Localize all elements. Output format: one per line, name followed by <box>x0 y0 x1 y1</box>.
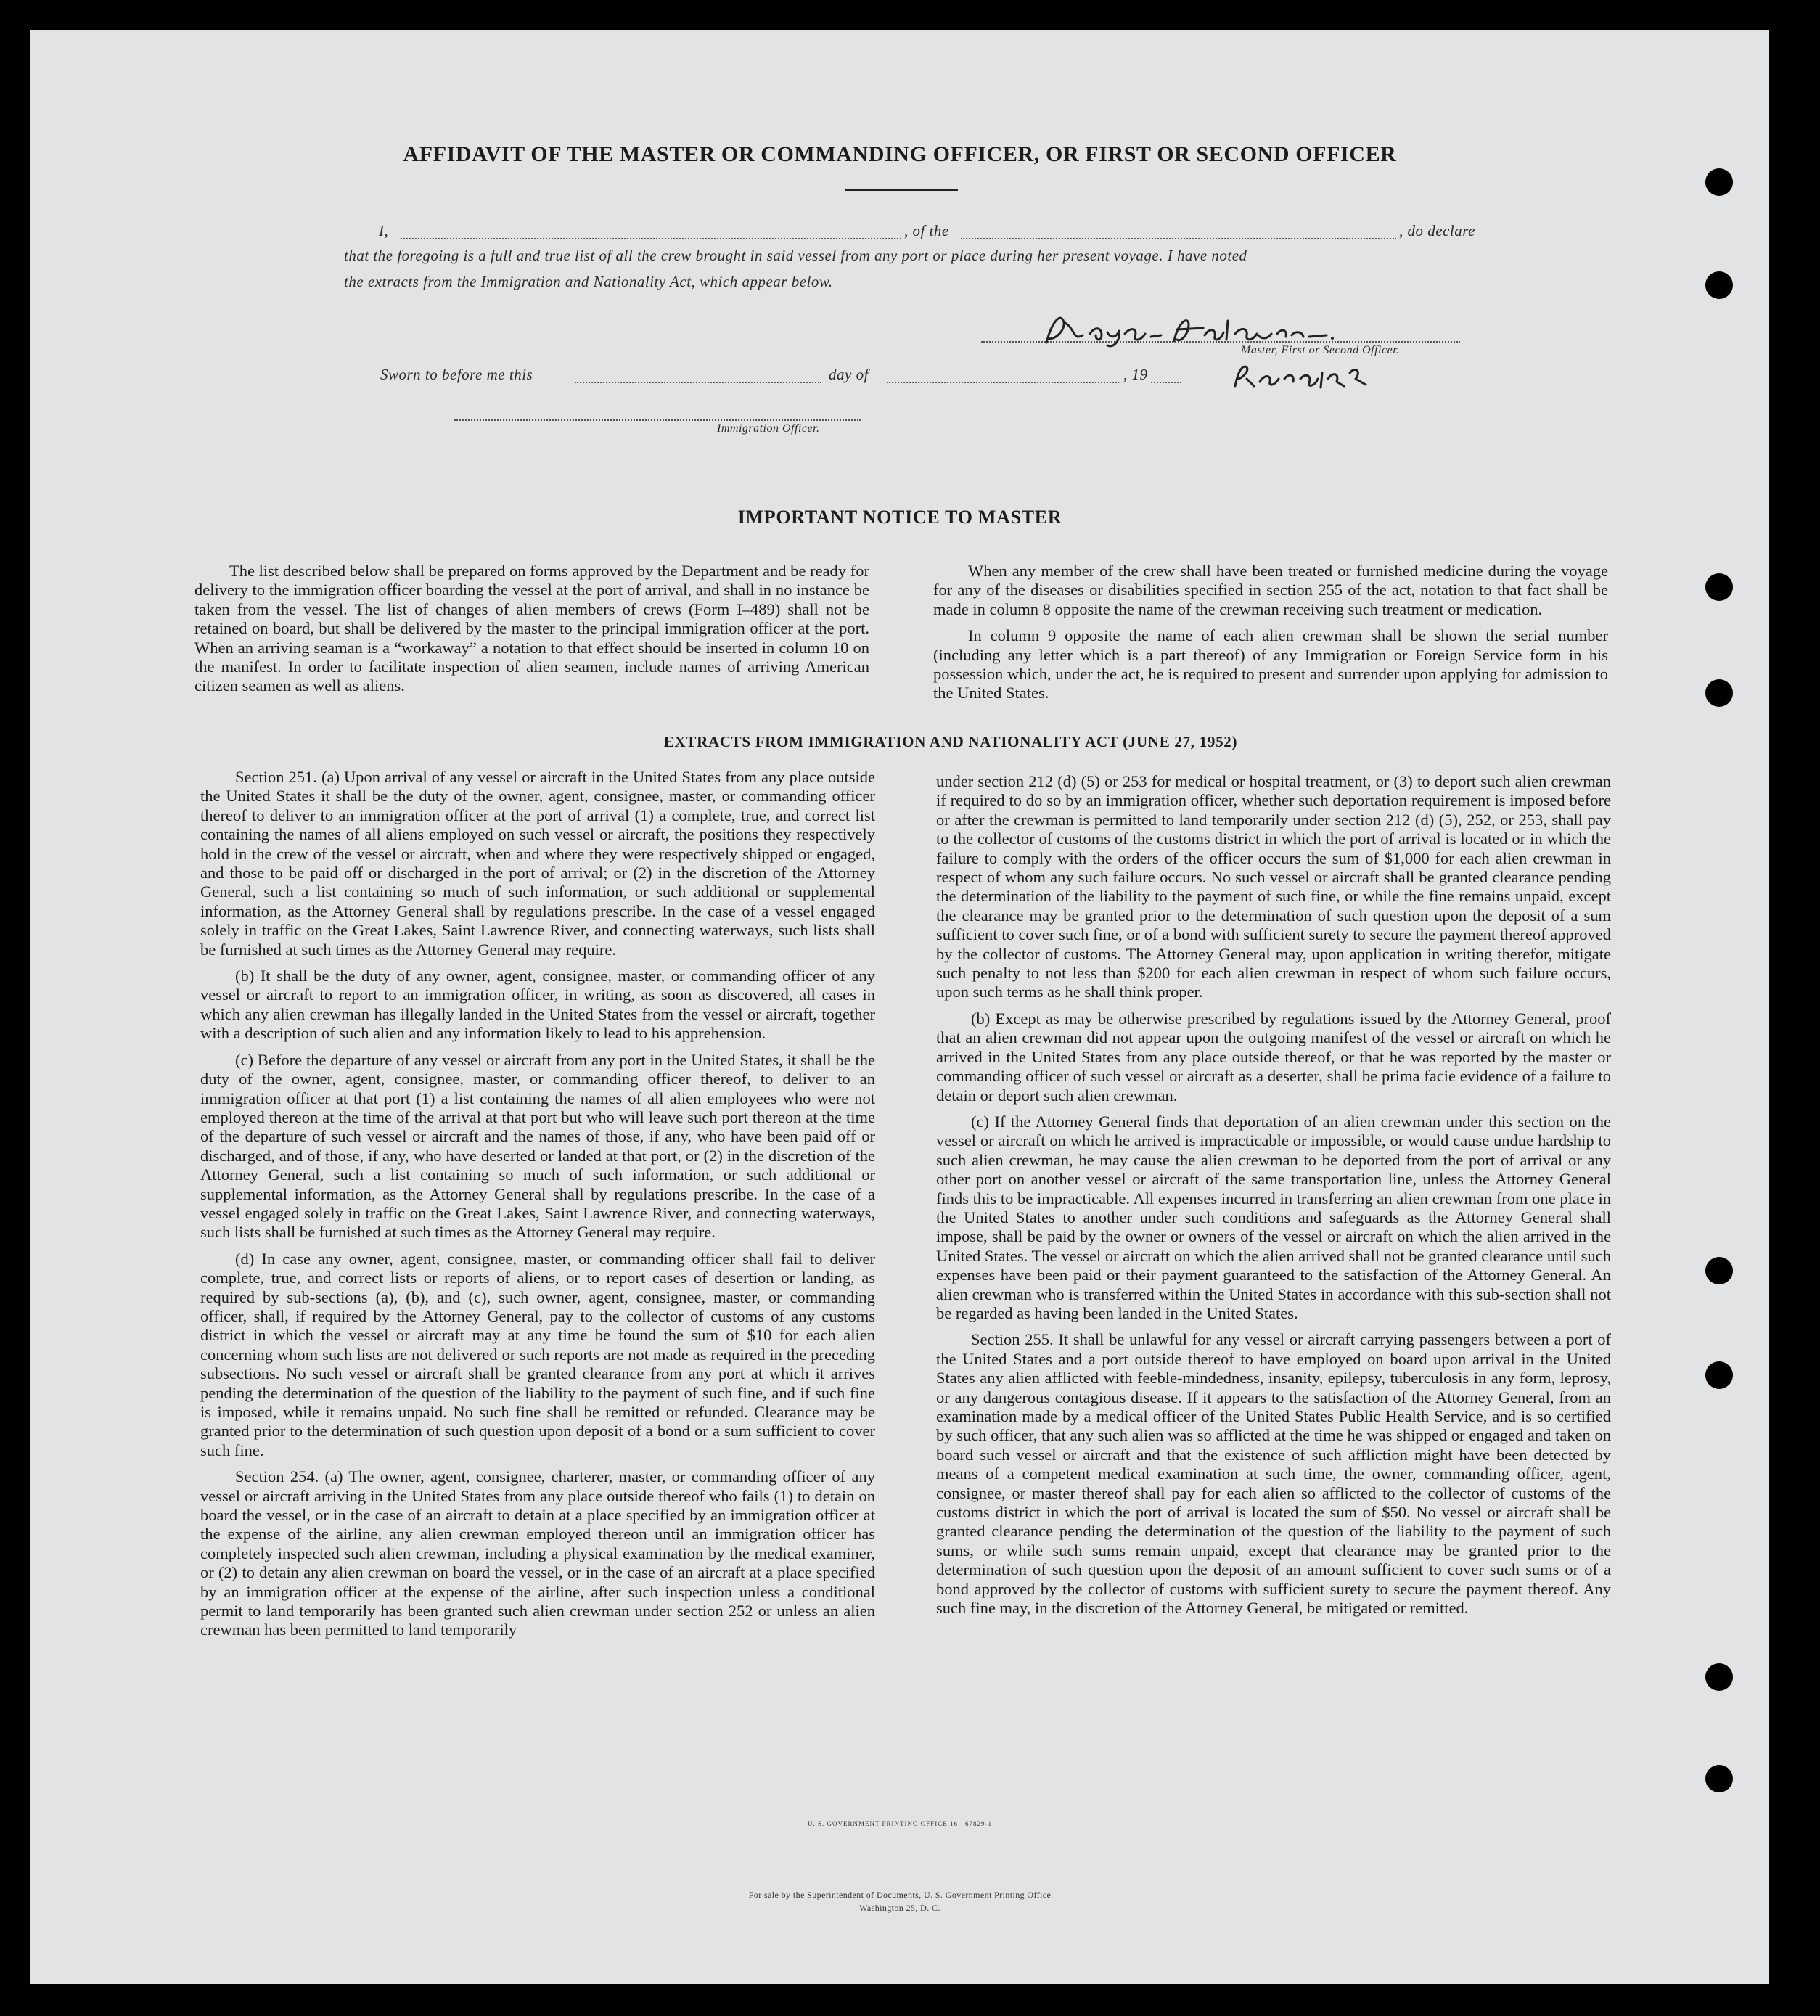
section-254-b: (b) Except as may be otherwise prescribed by regulations issued by the Attorney General, proof that an alien crewman did not appear upon the outgoing manifest of the vessel or aircraft on which he arrived in the United States from any place outside thereof, or that he was reported by the master or commanding officer of such vessel or aircraft as a deserter, shall be prima facie evidence of a failure to detain or deport such alien crewman. <box>936 1009 1611 1105</box>
vessel-name-field[interactable] <box>961 238 1396 239</box>
notice-right-column <box>933 562 1608 710</box>
sworn-month-field[interactable] <box>887 382 1119 383</box>
section-251-a: Section 251. (a) Upon arrival of any vessel or aircraft in the United States from any place outside the United States it shall be the duty of the owner, agent, consignee, master, or commanding officer thereof to deliver to an immigration officer at the port of arrival (1) a complete, true, and correct list containing the names of all aliens employed on such vessel or aircraft, the positions they respectively hold in the crew of the vessel or aircraft, when and where they were respectively shipped or engaged, and those to be paid off or discharged in the port of arrival; or (2) in the discretion of the Attorney General, such a list containing so much of such information, or such additional or supplemental information, as the Attorney General shall by regulations prescribe. In the case of a vessel engaged solely in traffic on the Great Lakes, Saint Lawrence River, and connecting waterways, such lists shall be furnished at such times as the Attorney General may require. <box>200 768 875 959</box>
punch-hole-icon <box>1705 1361 1733 1389</box>
section-254-a: Section 254. (a) The owner, agent, consignee, charterer, master, or commanding officer of any vessel or aircraft arriving in the United States from any place outside thereof who fails (1) to detain on board the vessel, or in the case of an aircraft to detain at a place specified by an immigration officer at the expense of the airline, any alien crewman employed thereon until an immigration officer has completely inspected such alien crewman, including a physical examination by the medical examiner, or (2) to detain any alien crewman on board the vessel, or in the case of an aircraft at a place specified by an immigration officer at the expense of the airline, after such inspection unless a conditional permit to land temporarily has been granted such alien crewman under section 252 or unless an alien crewman has been permitted to land temporarily <box>200 1467 875 1639</box>
notice-left-column <box>194 562 869 703</box>
handwritten-signature-icon <box>1032 306 1366 350</box>
punch-hole-icon <box>1705 168 1733 196</box>
immigration-officer-signature-line[interactable] <box>454 419 861 421</box>
section-251-d: (d) In case any owner, agent, consignee, master, or commanding officer shall fail to deliver complete, true, and correct lists or reports of aliens, or to report cases of desertion or landing, as required by sub-sections (a), (b), and (c), such owner, agent, consignee, master, or commanding officer, shall, if required by the Attorney General, pay to the collector of customs of any customs district in which the vessel or aircraft may at any time be found the sum of $10 for each alien concerning whom such lists are not delivered or such reports are not made as required in the preceding subsections. No such vessel or aircraft shall be granted clearance from any port at which it arrives pending the determination of the question of the liability to the payment of such fine, and if such fine is imposed, while it remains unpaid. No such fine shall be remitted or refunded. Clearance may be granted prior to the determination of such question upon deposit of a bond or a sum sufficient to cover such fine. <box>200 1249 875 1459</box>
footer-line-1: For sale by the Superintendent of Documents, U. S. Government Printing Office <box>748 1890 1052 1900</box>
document-page <box>30 30 1769 1984</box>
punch-hole-icon <box>1705 679 1733 707</box>
declaration-line-3: the extracts from the Immigration and Nationality Act, which appear below. <box>344 273 833 290</box>
declaration-line-2: that the foregoing is a full and true list of all the crew brought in said vessel from any port or place during her present voyage. I have noted <box>344 247 1247 264</box>
section-251-c: (c) Before the departure of any vessel or aircraft from any port in the United States, it shall be the duty of the owner, agent, consignee, master, or commanding officer thereof, to deliver to an immigration officer at that port (1) a list containing the names of all alien employees who were not employed thereon at the time of the arrival at that port but who will leave such port thereon at the time of the departure of such vessel or aircraft and the names of those, if any, who have been paid off or discharged, and of those, if any, who have deserted or landed at that port, or (2) in the discretion of the Attorney General, such a list containing so much of such information, or such additional or supplemental information, as the Attorney General shall by regulations prescribe. In the case of a vessel engaged solely in traffic on the Great Lakes, Saint Lawrence River, and connecting waterways, such lists shall be furnished at such times as the Attorney General may require. <box>200 1050 875 1242</box>
section-254-a-continued: under section 212 (d) (5) or 253 for medical or hospital treatment, or (3) to deport such alien crewman if required to do so by an immigration officer, whether such deportation requirement is imposed before or after the crewman is permitted to land temporarily under section 212 (d) (5), 252, or 253, shall pay to the collector of customs of the customs district in which the port of arrival is located or in which the failure to comply with the orders of the officer occurs the sum of $1,000 for each alien crewman in respect of whom any such failure occurs. No such vessel or aircraft shall be granted clearance pending the determination of the liability to the payment of such fine, or while the fine remains unpaid, except the clearance may be granted prior to the determination of such question upon the deposit of a sum sufficient to cover such fine, or of a bond with sufficient surety to secure the payment thereof approved by the collector of customs. The Attorney General may, upon application in writing therefor, mitigate such penalty to not less than $200 for each alien crewman in respect of whom such failure occurs, upon such terms as he shall think proper. <box>936 772 1611 1001</box>
extracts-right-column <box>936 772 1611 1625</box>
punch-hole-icon <box>1705 1257 1733 1284</box>
sworn-year-field[interactable] <box>1151 382 1181 383</box>
declare-start-label: I, <box>379 222 389 239</box>
punch-hole-icon <box>1705 1663 1733 1691</box>
declarant-name-field[interactable] <box>401 238 901 239</box>
printer-mark: U. S. GOVERNMENT PRINTING OFFICE 16—67829-1 <box>807 1820 993 1827</box>
handwritten-initials-icon <box>1228 357 1380 392</box>
punch-hole-icon <box>1705 573 1733 601</box>
sworn-day-field[interactable] <box>575 382 821 383</box>
declare-end-label: , do declare <box>1399 222 1475 239</box>
section-251-b: (b) It shall be the duty of any owner, agent, consignee, master, or commanding officer of any vessel or aircraft to report to an immigration officer, in writing, as soon as discovered, all cases in which any alien crewman has illegally landed in the United States from the vessel or aircraft, together with a description of such alien and any information likely to lead to his apprehension. <box>200 967 875 1043</box>
sworn-day-label: day of <box>829 366 869 383</box>
section-255: Section 255. It shall be unlawful for any vessel or aircraft carrying passengers between a port of the United States and a port outside thereof to have employed on board upon arrival in the United States any alien afflicted with feeble-mindedness, insanity, epilepsy, tuberculosis in any form, leprosy, or any dangerous contagious disease. If it appears to the satisfaction of the Attorney General, from an examination made by a medical officer of the United States Public Health Service, and is so certified by such officer, that any such alien was so afflicted at the time he was shipped or engaged and taken on board such vessel or aircraft and that the existence of such affliction might have been detected by means of a competent medical examination at such time, the owner, commanding officer, agent, consignee, or master thereof shall pay for each alien so afflicted to the collector of customs of the customs district in which the port of arrival is located the sum of $50. No vessel or aircraft shall be granted clearance pending the determination of the question of the liability to the payment of such sums, or while such sums remain unpaid, except that clearance may be granted prior to the determination of such question upon the deposit of an amount sufficient to cover such sums or of a bond approved by the collector of customs with sufficient surety to secure the payment thereof. Any such fine may, in the discretion of the Attorney General, be mitigated or remitted. <box>936 1330 1611 1618</box>
section-254-c: (c) If the Attorney General finds that deportation of an alien crewman under this section on the vessel or aircraft on which he arrived is impracticable or impossible, or would cause undue hardship to such alien crewman, he may cause the alien crewman to be deported from the port of arrival or any other port on another vessel or aircraft of the same transportation line, unless the Attorney General finds this to be impracticable. All expenses incurred in transferring an alien crewman from one place in the United States to another under such conditions and safeguards as the Attorney General shall impose, shall be paid by the owner or owners of the vessel or aircraft on which the alien arrived in the United States. The vessel or aircraft on which the alien arrived shall not be granted clearance until such expenses have been paid or their payment guaranteed to the satisfaction of the Attorney General. An alien crewman who is transferred within the United States in accordance with this sub-section shall not be regarded as having been landed in the United States. <box>936 1112 1611 1322</box>
sworn-label: Sworn to before me this <box>380 366 533 383</box>
notice-right-paragraph-2: In column 9 opposite the name of each alien crewman shall be shown the serial number (including any letter which is a part thereof) of any Immigration or Foreign Service form in his possession which, under the act, he is required to present and surrender upon applying for admission to the United States. <box>933 626 1608 702</box>
extracts-left-column <box>200 768 875 1647</box>
affidavit-title: AFFIDAVIT OF THE MASTER OR COMMANDING OFFICER, OR FIRST OR SECOND OFFICER <box>403 142 1397 166</box>
punch-hole-icon <box>1705 1765 1733 1792</box>
extracts-title: EXTRACTS FROM IMMIGRATION AND NATIONALITY ACT (JUNE 27, 1952) <box>663 733 1238 750</box>
footer-line-2: Washington 25, D. C. <box>859 1903 940 1913</box>
immigration-officer-caption: Immigration Officer. <box>717 422 820 435</box>
notice-title: IMPORTANT NOTICE TO MASTER <box>737 507 1062 528</box>
title-rule <box>845 189 958 191</box>
signer-caption: Master, First or Second Officer. <box>1241 344 1400 356</box>
declare-of-label: , of the <box>904 222 949 239</box>
punch-hole-icon <box>1705 271 1733 299</box>
notice-left-paragraph: The list described below shall be prepared on forms approved by the Department and be ready for delivery to the immigration officer boarding the vessel at the port of arrival, and shall in no instance be taken from the vessel. The list of changes of alien members of crews (Form I–489) shall not be retained on board, but shall be delivered by the master to the principal immigration officer at the port. When an arriving seaman is a “workaway” a notation to that effect should be inserted in column 10 on the manifest. In order to facilitate inspection of alien seamen, include names of arriving American citizen seamen as well as aliens. <box>194 562 869 695</box>
sworn-year-label: , 19 <box>1123 366 1148 383</box>
notice-right-paragraph-1: When any member of the crew shall have been treated or furnished medicine during the voyage for any of the diseases or disabilities specified in section 255 of the act, notation to that fact shall be made in column 8 opposite the name of the crewman receiving such treatment or medication. <box>933 562 1608 618</box>
